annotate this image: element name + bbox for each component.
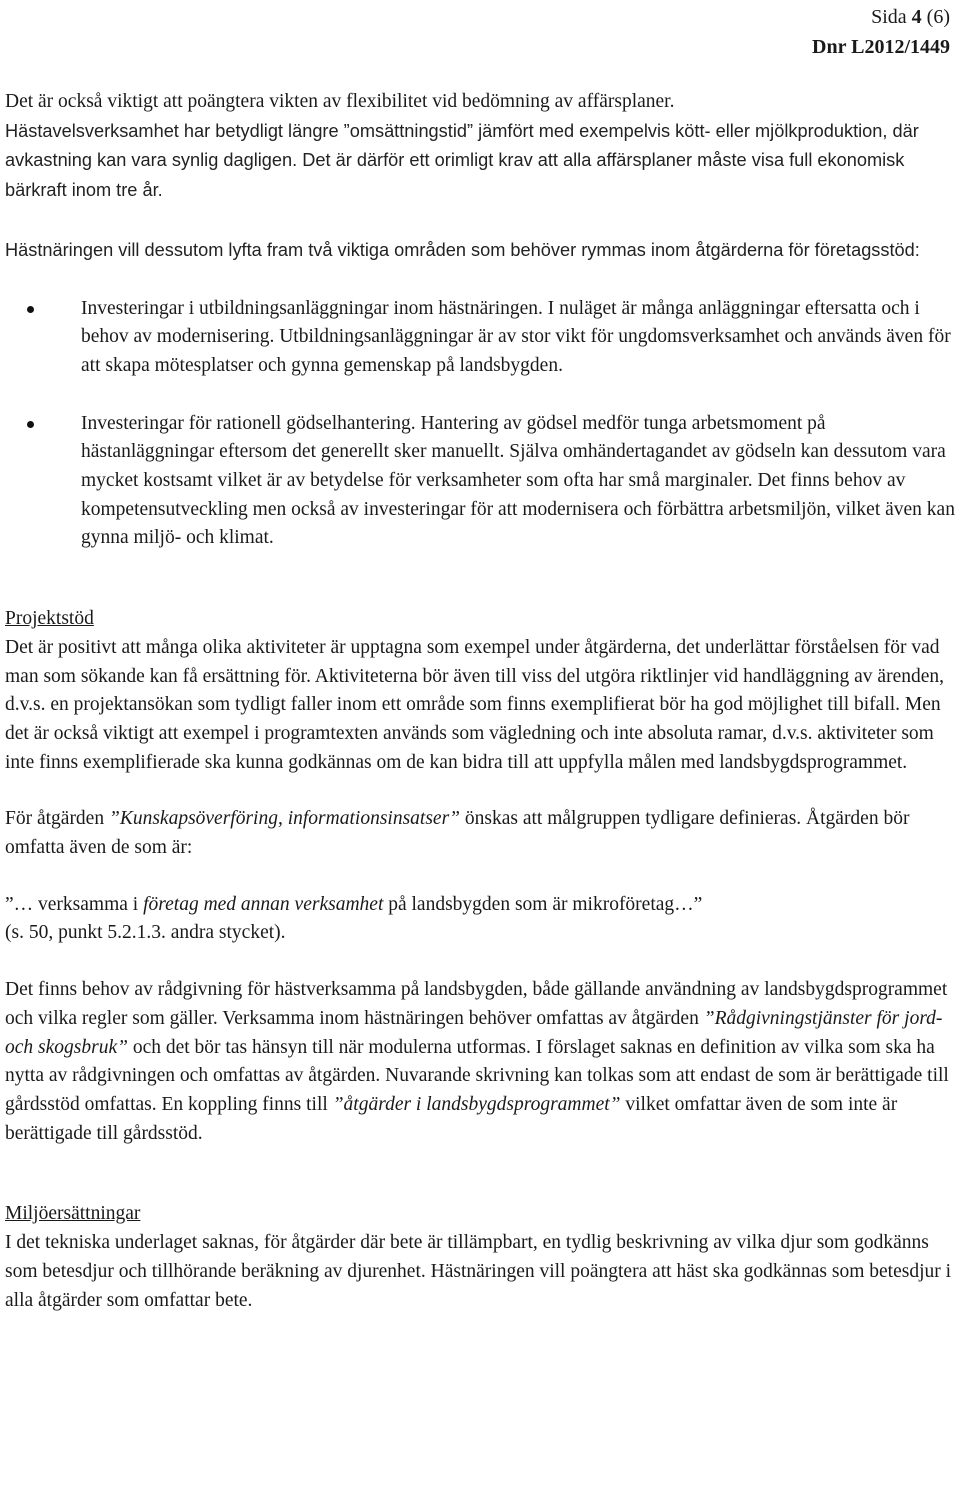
intro-paragraph bbox=[5, 88, 955, 206]
intro-line-1: Det är också viktigt att poängtera vikten av flexibilitet vid bedömning av affärsplaner. bbox=[5, 91, 675, 112]
quote-pre: ”… verksamma i bbox=[5, 893, 144, 915]
radgivning-title: ”Rådgivningstjänster för jord- och skogsbruk” bbox=[5, 1007, 943, 1058]
page-indicator bbox=[812, 2, 950, 32]
quote-reference: (s. 50, punkt 5.2.1.3. andra stycket). bbox=[5, 922, 286, 944]
radgivning-paragraph bbox=[5, 976, 955, 1148]
radgivning-text-1: Det finns behov av rådgivning för hästverksamma på landsbygden, både gällande användning av landsbygdsprogrammet och vilka regler som gäller. Verksamma inom hästnäringen behöver omfattas av åtgärden bbox=[5, 979, 948, 1029]
radgivning-text-2: och det bör tas hänsyn till när modulerna utformas. I förslaget saknas en definition av vilka som ska ha nytta av rådgivningen och omfattas av åtgärden. Nuvarande skrivning kan tolkas som att endast de som är berättigade till gårdsstöd omfattas. En koppling finns till bbox=[5, 1036, 949, 1115]
miljo-paragraph: I det tekniska underlaget saknas, för åtgärder där bete är tillämpbart, en tydlig beskrivning av vilka djur som godkänns som betesdjur och tillhörande beräkning av djurenhet. Hästnäringen vill poängtera att häst ska godkännas som betesdjur i alla åtgärder som omfattar bete. bbox=[5, 1232, 952, 1311]
projektstod-paragraph: Det är positivt att många olika aktiviteter är upptagna som exempel under åtgärderna, det underlättar förståelsen för vad man som sökande kan få ersättning för. Aktiviteterna bör även till viss del utgöra riktlinjer vid handläggning av ärenden, d.v.s. en projektansökan som tydligt faller inom ett område som finns exemplifierat bör ha god möjlighet till bifall. Men det är också viktigt att exempel i programtexten används som vägledning och inte absoluta ramar, d.v.s. aktiviteter som inte finns exemplifierade ska kunna godkännas om de kan bidra till att uppfylla målen med landsbygdsprogrammet. bbox=[5, 636, 945, 773]
document-body bbox=[5, 88, 955, 1315]
list-item bbox=[5, 410, 955, 554]
section-heading-miljo: Miljöersättningar bbox=[5, 1203, 141, 1225]
page-header bbox=[812, 2, 950, 62]
radgivning-text-3: vilket omfattar även de som inte är berättigade till gårdsstöd. bbox=[5, 1093, 898, 1144]
quote-post: på landsbygden som är mikroföretag…” bbox=[383, 893, 703, 915]
radgivning-link-title: ”åtgärder i landsbygdsprogrammet” bbox=[332, 1093, 621, 1115]
bullet-icon bbox=[27, 421, 34, 428]
document-reference: Dnr L2012/1449 bbox=[812, 36, 950, 58]
list-item bbox=[5, 295, 955, 381]
quote-paragraph bbox=[5, 891, 955, 948]
intro-line-2: Hästavelsverksamhet har betydligt längre ”omsättningstid” jämfört med exempelvis kött- eller mjölkproduktion, där avkastning kan vara synlig dagligen. Det är därför ett orimligt krav att alla affärsplaner måste visa full ekonomisk bärkraft inom tre år. bbox=[5, 120, 919, 201]
page-total: (6) bbox=[921, 6, 950, 28]
section-heading-projektstod: Projektstöd bbox=[5, 608, 94, 630]
kunskap-pre: För åtgärden bbox=[5, 808, 109, 830]
kunskap-post: önskas att målgruppen tydligare definieras. Åtgärden bör omfatta även de som är: bbox=[5, 808, 910, 859]
page-label: Sida bbox=[871, 6, 912, 28]
areas-intro: Hästnäringen vill dessutom lyfta fram två viktiga områden som behöver rymmas inom åtgärderna för företagsstöd: bbox=[5, 239, 920, 260]
kunskap-paragraph bbox=[5, 805, 955, 862]
areas-list bbox=[5, 295, 955, 554]
quote-italic: företag med annan verksamhet bbox=[143, 893, 384, 915]
bullet-icon bbox=[27, 306, 34, 313]
list-item-text: Investeringar i utbildningsanläggningar inom hästnäringen. I nuläget är många anläggningar eftersatta och i behov av modernisering. Utbildningsanläggningar är av stor vikt för ungdomsverksamhet och används även för att skapa mötesplatser och gynna gemenskap på landsbygden. bbox=[81, 297, 951, 376]
page-number: 4 bbox=[911, 6, 922, 28]
kunskap-title: ”Kunskapsöverföring, informationsinsatser” bbox=[108, 808, 461, 830]
list-item-text: Investeringar för rationell gödselhantering. Hantering av gödsel medför tunga arbetsmoment på hästanläggningar eftersom det generellt sker manuellt. Själva omhändertagandet av gödseln kan dessutom vara mycket kostsamt vilket är av betydelse för verksamheter som ofta har små marginaler. Det finns behov av kompetensutveckling men också av investeringar för att modernisera och förbättra arbetsmiljön, vilket även kan gynna miljö- och klimat. bbox=[81, 412, 955, 549]
